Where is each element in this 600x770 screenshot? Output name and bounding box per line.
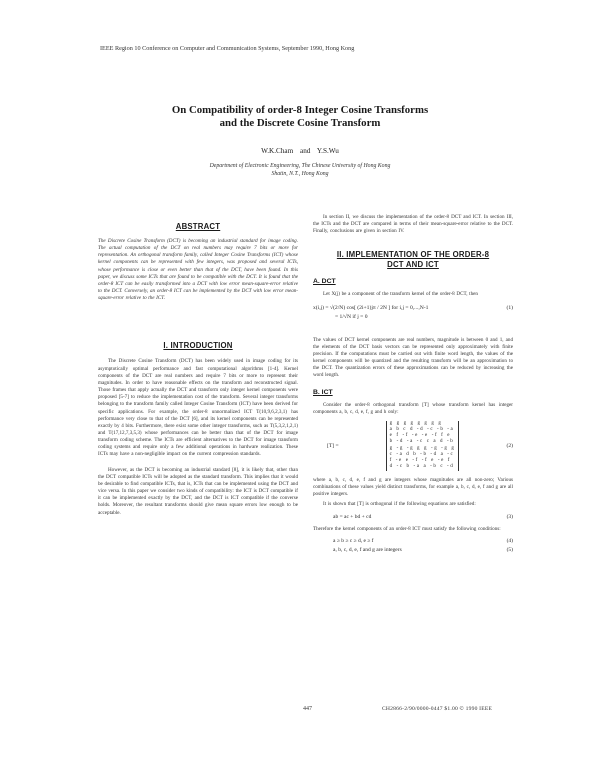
matrix-row: f -e e -f -f e -e f xyxy=(389,458,452,464)
equation-5-body: a, b, c, d, e, f and g are integers xyxy=(333,547,402,554)
matrix-equation-number: (2) xyxy=(506,442,513,449)
equation-4-number: (4) xyxy=(506,538,513,545)
section-2-heading-line-2: DCT AND ICT xyxy=(387,260,439,270)
transform-matrix xyxy=(386,421,460,471)
equation-3-body: ab = ac + bd + cd xyxy=(333,514,372,521)
equation-3 xyxy=(313,514,513,520)
subsection-a-text: Let X(j) be a component of the transform kernel of the order-8 DCT, then xyxy=(323,291,478,298)
matrix-row: a b c d -d -c -b -a xyxy=(389,427,455,433)
matrix-row: c -a d b -b -d a -c xyxy=(389,451,455,457)
abstract-body: The Discrete Cosine Transform (DCT) is becoming an industrial standard for image coding. The actual computation of the DCT on real numbers may require 7 bits or more for representation. An orthogonal transform family, called Integer Cosine Transforms (ICT) whose kernel components can be represented with few integers, was proposed and several ICTs, whose performance is close or even better than that of the DCT, have been found. In this paper, we discuss some ICTs that are found to be compatible with the DCT. It is found that the order-8 ICT can be easily transformed into a DCT with low error mean-square-error relative to the DCT. Conversely, an order-8 ICT can be implemented by the DCT with low error mean-square-error relative to the ICT. xyxy=(98,238,298,302)
affiliation xyxy=(100,162,500,178)
left-column xyxy=(98,222,298,517)
equation-1-sqrt: √(2/N) xyxy=(330,304,346,311)
right-column xyxy=(313,214,513,553)
page-number: 447 xyxy=(303,706,312,712)
introduction-paragraph-1: The Discrete Cosine Transform (DCT) has been widely used in image coding for its asymptotically optimal performance and fast computational algorithms [1-4]. Kernel components of the DCT are real numbers and require 7 bits or more to represent their magnitudes. In order to have reasonable effects on the transform and reconstructed signal. Those frames that apply actually the DCT and transform only integer kernel components were proposed [5-7] to reduce the implementation cost of the transform. Several integer transforms belonging to the transform family called Integer Cosine Transform (ICT) have been derived for specific applications. For example, the order-8 unnormalized ICT T(10,9,6,2,3,1) has performance very close to that of the DCT [6], and its kernel components can be represented exactly by 4 bits. Furthermore, there exist some other integer transforms, such as T(5,3,2,1,2,1) and T(17,12,7,3,5,3) whose performances can be better than that of the DCT for image transform coding scheme. The ICTs are efficient alternatives to the DCT for image transform coding systems and require only a few additional operations in hardware realization. These ICTs may have a non-negligible impact on the current compression standards. xyxy=(98,358,298,458)
equation-1 xyxy=(313,305,513,329)
subsection-b-text: Consider the order-8 orthogonal transform [T] whose transform kernel has integer components a, b, c, d, e, f, g and h only: xyxy=(313,401,513,415)
matrix-row: g -g -g g g -g -g g xyxy=(389,445,456,451)
equation-1-rhs: cos[ (2i+1)jπ / 2N ] for i,j = 0,...,N-1 xyxy=(346,304,429,311)
footer-copyright-code: CH2866-2/90/0000-0447 $1.00 © 1990 IEEE xyxy=(382,706,493,712)
equation-1-number: (1) xyxy=(506,304,513,311)
matrix-row: g g g g g g g g xyxy=(389,420,443,426)
equation-4 xyxy=(313,538,513,544)
equation-4-body: a ≥ b ≥ c ≥ d, e ≥ f xyxy=(333,538,374,545)
paper-title xyxy=(100,104,500,130)
affiliation-line-1: Department of Electronic Engineering, The Chinese University of Hong Kong xyxy=(209,163,391,169)
equation-1-condition: = 1/√N if j = 0 xyxy=(335,313,368,320)
section-outline-paragraph: In section II, we discuss the implementation of the order-8 DCT and ICT. In section III, the ICTs and the DCT are compared in terms of their mean-square-error relative to the DCT. Finally, conclusions are given in section IV. xyxy=(313,214,513,235)
where-text: where a, b, c, d, e, f and g are integers whose magnitudes are all non-zero; Various combinations of these values yield distinct transforms, for example a, b, c, d, e, f and g are all positive integers. xyxy=(313,476,513,497)
equation-3-number: (3) xyxy=(506,514,513,521)
section-2-heading xyxy=(313,250,513,270)
equation-5-number: (5) xyxy=(506,547,513,554)
subsection-a-heading: A. DCT xyxy=(313,278,336,286)
introduction-heading: I. INTRODUCTION xyxy=(163,341,233,351)
affiliation-line-2: Shatin, N.T., Hong Kong xyxy=(271,171,329,177)
section-2-heading-line-1: II. IMPLEMENTATION OF THE ORDER-8 xyxy=(336,250,490,260)
equation-4-intro: Therefore the kernel components of an order-8 ICT must satisfy the following conditions: xyxy=(313,526,501,533)
introduction-paragraph-2: However, as the DCT is becoming an industrial standard [8], it is likely that, other than the DCT compatible ICTs will be adopted as the standard transform. This implies that it would be desirable to find compatible ICTs, that is, ICTs that can be implemented using the DCT and vice versa. In this paper we consider two kinds of compatibility: the ICT is DCT compatible if it can be implemented exactly by the DCT, and the DCT is ICT compatible if the converse holds. Moreover, the resultant transforms should give mean square errors low enough to be acceptable. xyxy=(98,466,298,516)
title-line-2: and the Discrete Cosine Transform xyxy=(219,117,381,129)
title-line-1: On Compatibility of order-8 Integer Cosine Transforms xyxy=(171,104,429,116)
authors: W.K.Cham and Y.S.Wu xyxy=(261,147,339,155)
conference-header: IEEE Region 10 Conference on Computer and Communication Systems, September 1990, Hong Kong xyxy=(100,45,355,52)
matrix-equation-2 xyxy=(313,421,513,471)
subsection-b-heading: B. ICT xyxy=(313,388,333,396)
matrix-label: [T] = xyxy=(327,442,339,449)
orthogonality-condition-text: It is shown that [T] is orthogonal if the following equations are satisfied: xyxy=(323,500,476,507)
matrix-row: d -c b -a a -b c -d xyxy=(389,464,455,470)
matrix-row: b -d -a -c c a d -b xyxy=(389,439,455,445)
matrix-row: e f -f -e -e -f f e xyxy=(389,433,452,439)
abstract-heading: ABSTRACT xyxy=(175,222,221,231)
equation-1-lhs: x(i,j) = xyxy=(313,304,329,311)
subsection-a-text-2: The values of DCT kernel components are real numbers, magnitude is between 0 and 1, and the elements of the DCT basis vectors can be represented only approximately with finite precision. If the computations must be carried out with finite word length, the values of the kernel components will be quantized and the resulting transform will be an approximation to the DCT. The quantization errors of these approximations can be reduced by increasing the word length. xyxy=(313,336,513,379)
equation-5 xyxy=(313,547,513,553)
